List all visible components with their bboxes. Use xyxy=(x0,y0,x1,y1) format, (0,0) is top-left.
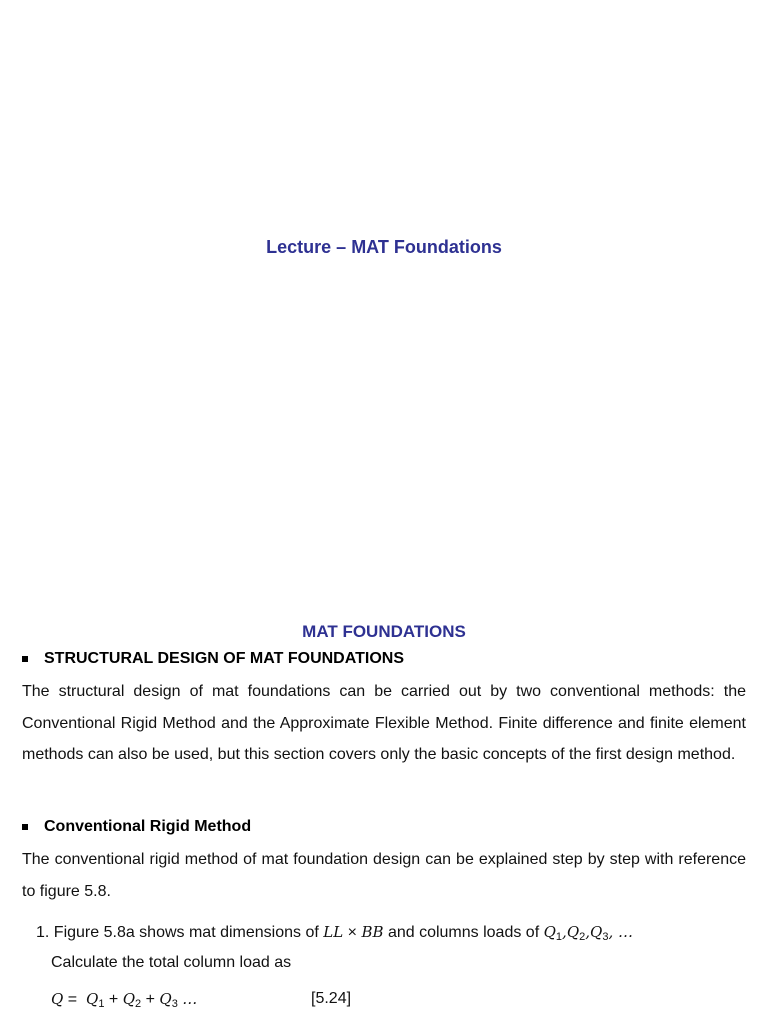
q-symbol: Q xyxy=(543,923,556,941)
equation-term-2: $Q_2$ xyxy=(122,990,142,1010)
structural-design-heading xyxy=(22,650,404,668)
structural-design-heading-text: STRUCTURAL DESIGN OF MAT FOUNDATIONS xyxy=(44,650,404,667)
conventional-rigid-paragraph: The conventional rigid method of mat foundation design can be explained step by step with reference to figure 5.8. xyxy=(22,851,746,900)
equation-term-1: $Q_1$ xyxy=(86,990,105,1010)
total-load-equation: $Q = Q_1 + Q_2 + Q_3$ … xyxy=(51,990,198,1010)
bullet-square-icon xyxy=(22,656,28,662)
step-number: 1. xyxy=(36,924,50,941)
bullet-square-icon xyxy=(22,824,28,830)
equals-sign: = xyxy=(67,991,78,1008)
dimension-b: BB xyxy=(361,923,384,941)
conventional-rigid-heading xyxy=(22,818,251,836)
equation-tail: … xyxy=(182,990,198,1008)
lecture-title: Lecture – MAT Foundations xyxy=(266,237,502,257)
equation-number: [5.24] xyxy=(311,990,352,1007)
column-loads: $Q_1,Q_2,Q_3$, … xyxy=(543,923,634,943)
times-sign: × xyxy=(347,924,357,941)
step-text-a: Figure 5.8a shows mat dimensions of xyxy=(53,924,319,941)
conventional-rigid-heading-text: Conventional Rigid Method xyxy=(44,818,252,835)
equation-lhs: Q xyxy=(51,990,64,1008)
structural-design-paragraph: The structural design of mat foundations can be carried out by two conventional methods: the Conventional Rigid Method and the Approximate Flexible Method. Finite difference and finite element methods can also be used, but this section covers only the basic concepts of the first design method. xyxy=(22,683,746,764)
step-1-line xyxy=(36,923,633,943)
equation-term-3: $Q_3$ xyxy=(159,990,178,1010)
step-text-b: and columns loads of xyxy=(387,924,540,941)
section-heading: MAT FOUNDATIONS xyxy=(302,622,466,641)
step-1-line-2: Calculate the total column load as xyxy=(51,954,292,971)
dimension-l: LL xyxy=(323,923,344,941)
